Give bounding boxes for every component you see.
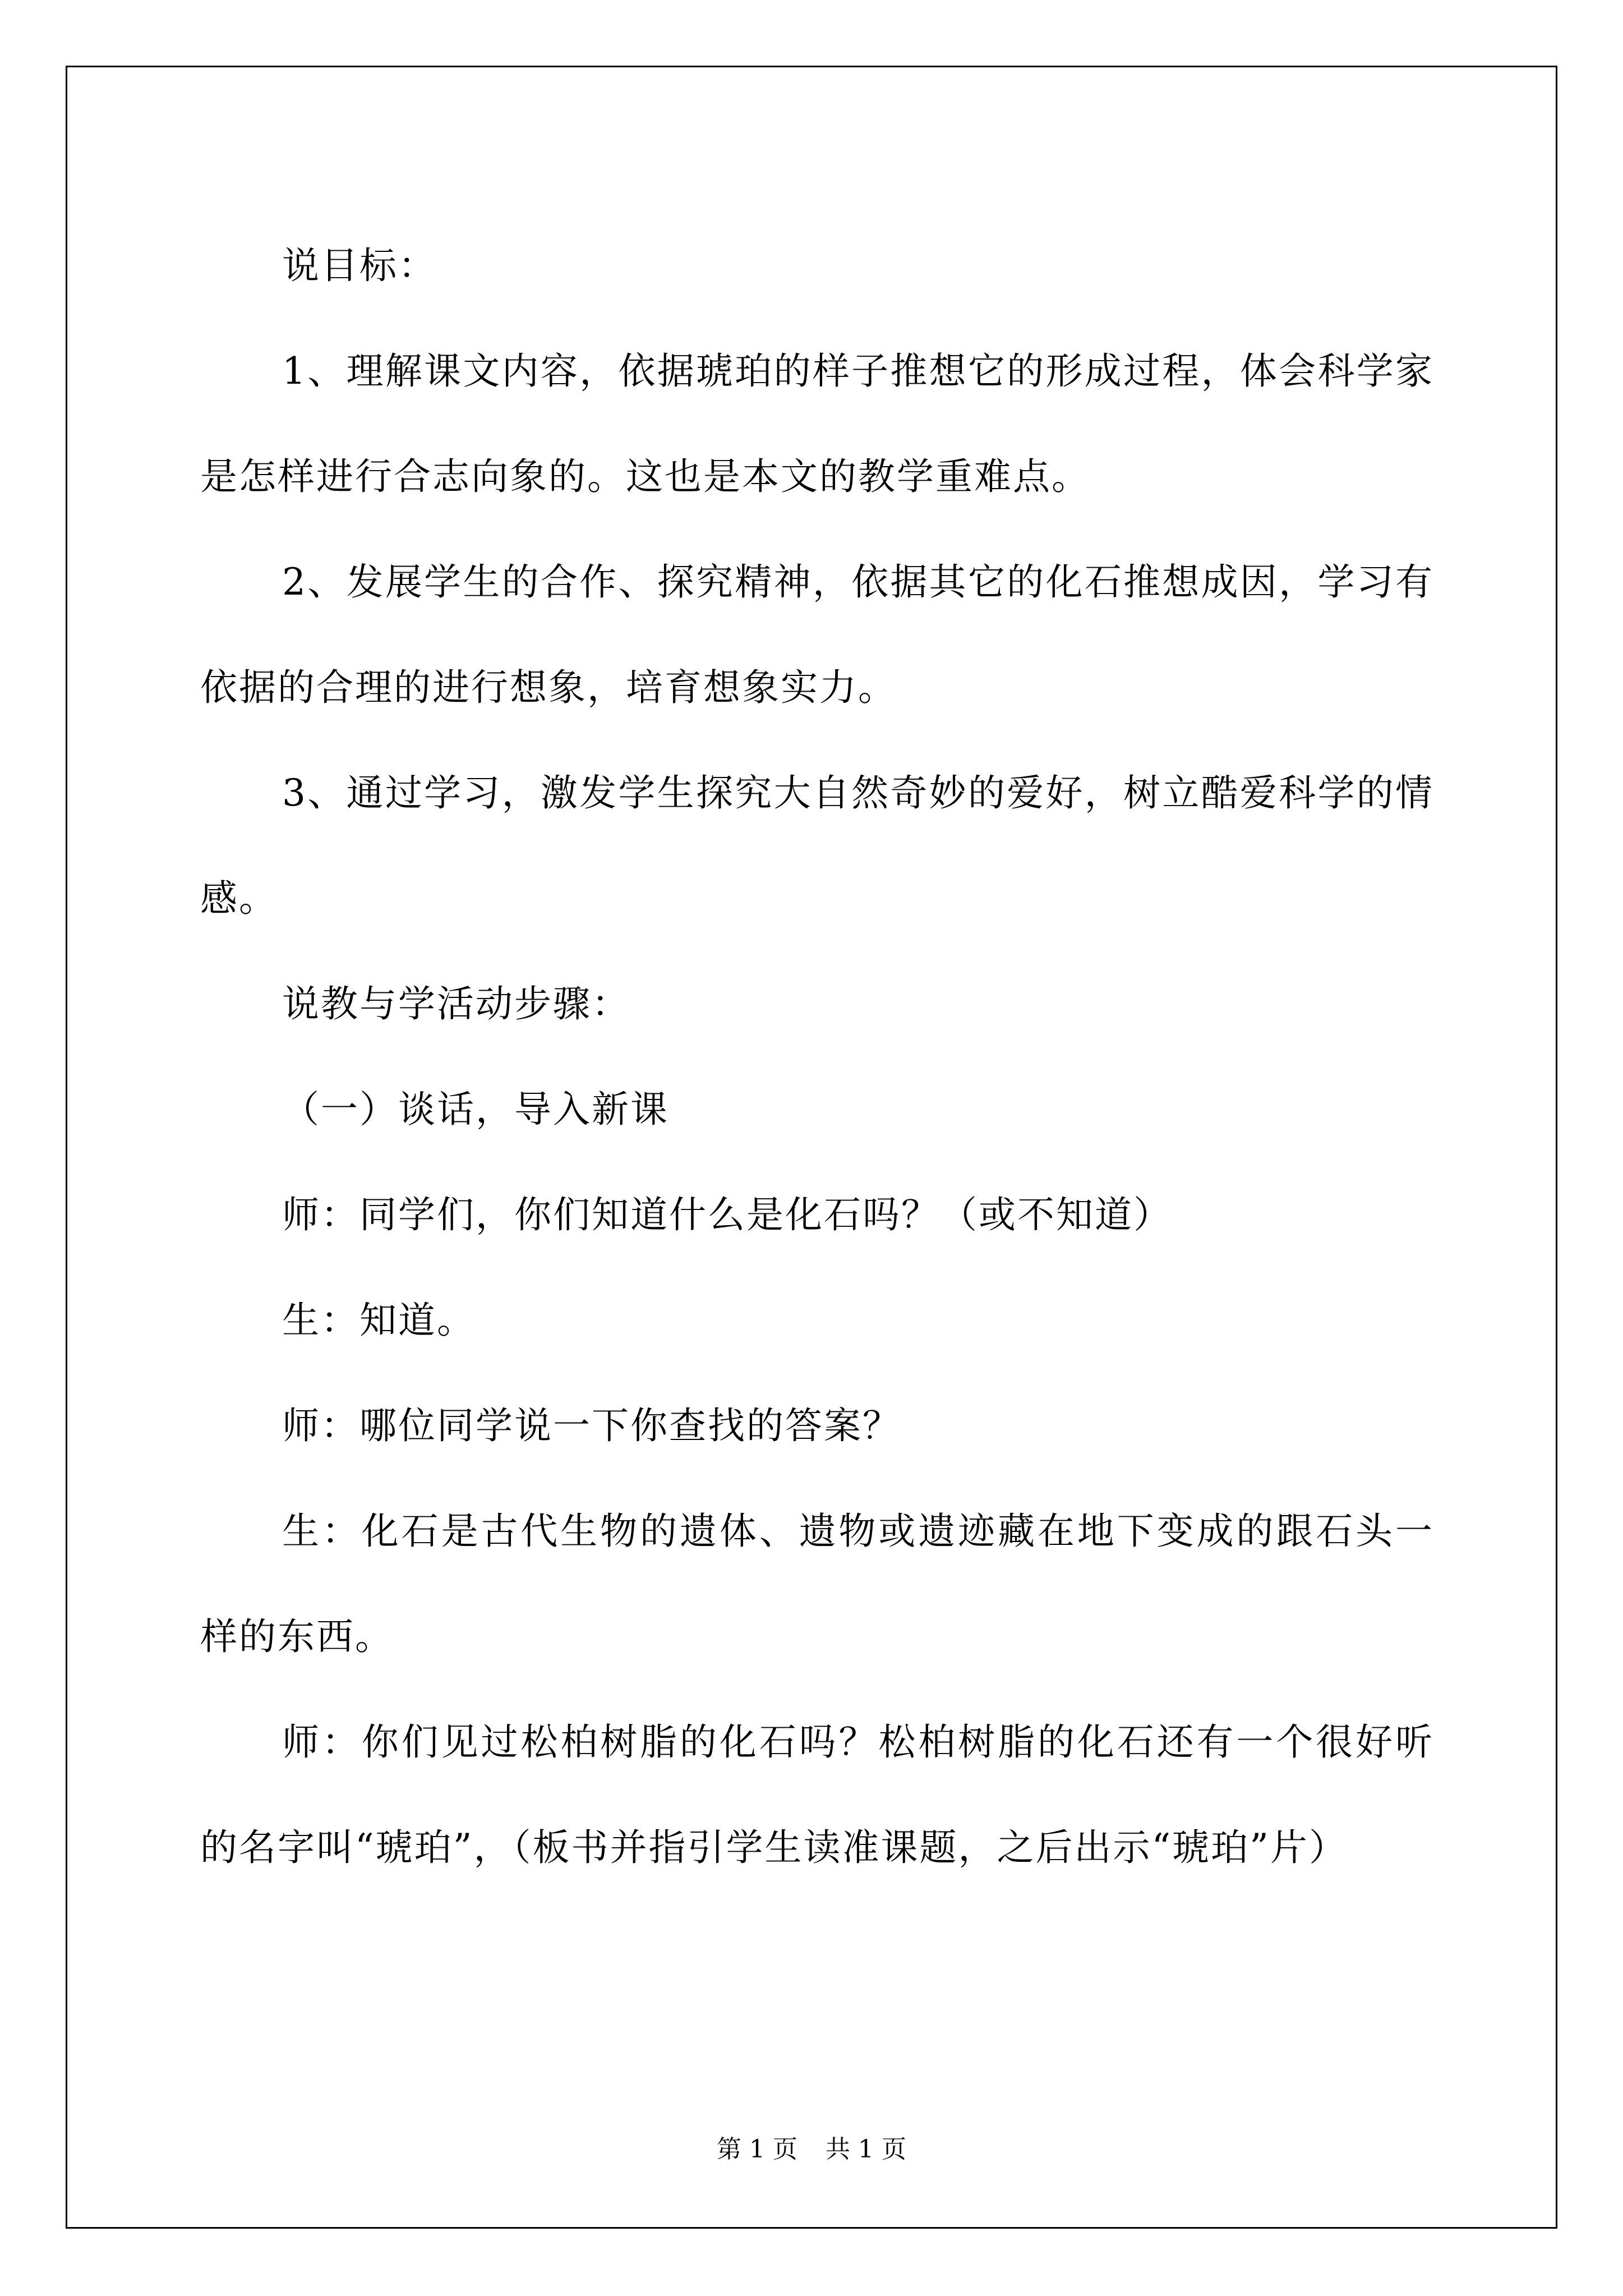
paragraph-goal-1: 1、理解课文内容，依据琥珀的样子推想它的形成过程，体会科学家是怎样进行合志向象的。这也是本文的教学重难点。 — [200, 349, 1434, 498]
paragraph-goal-2: 2、发展学生的合作、探究精神，依据其它的化石推想成因，学习有依据的合理的进行想象，培育想象实力。 — [200, 560, 1434, 709]
paragraph-dialogue-1: 师：同学们，你们知道什么是化石吗？（或不知道） — [282, 1193, 1172, 1236]
paragraph-heading-goals: 说目标： — [282, 244, 437, 287]
paragraph-dialogue-3: 师：哪位同学说一下你查找的答案？ — [282, 1404, 901, 1447]
page-number: 第 1 页 — [717, 2135, 797, 2164]
paragraph-goal-3: 3、通过学习，激发学生探究大自然奇妙的爱好，树立酷爱科学的情感。 — [200, 771, 1434, 920]
paragraph-dialogue-2: 生：知道。 — [282, 1299, 476, 1342]
page-total: 共 1 页 — [826, 2135, 906, 2164]
paragraph-dialogue-5: 师：你们见过松柏树脂的化石吗？松柏树脂的化石还有一个很好听的名字叫“琥珀”，（板书并指引学生读准课题，之后出示“琥珀”片） — [200, 1720, 1434, 1869]
paragraph-dialogue-4: 生：化石是古代生物的遗体、遗物或遗迹藏在地下变成的跟石头一样的东西。 — [200, 1510, 1434, 1658]
paragraph-heading-steps: 说教与学活动步骤： — [282, 982, 630, 1025]
paragraph-step-1-title: （一）谈话，导入新课 — [282, 1088, 669, 1131]
document-body — [200, 213, 1434, 1901]
page-footer — [0, 2133, 1623, 2166]
